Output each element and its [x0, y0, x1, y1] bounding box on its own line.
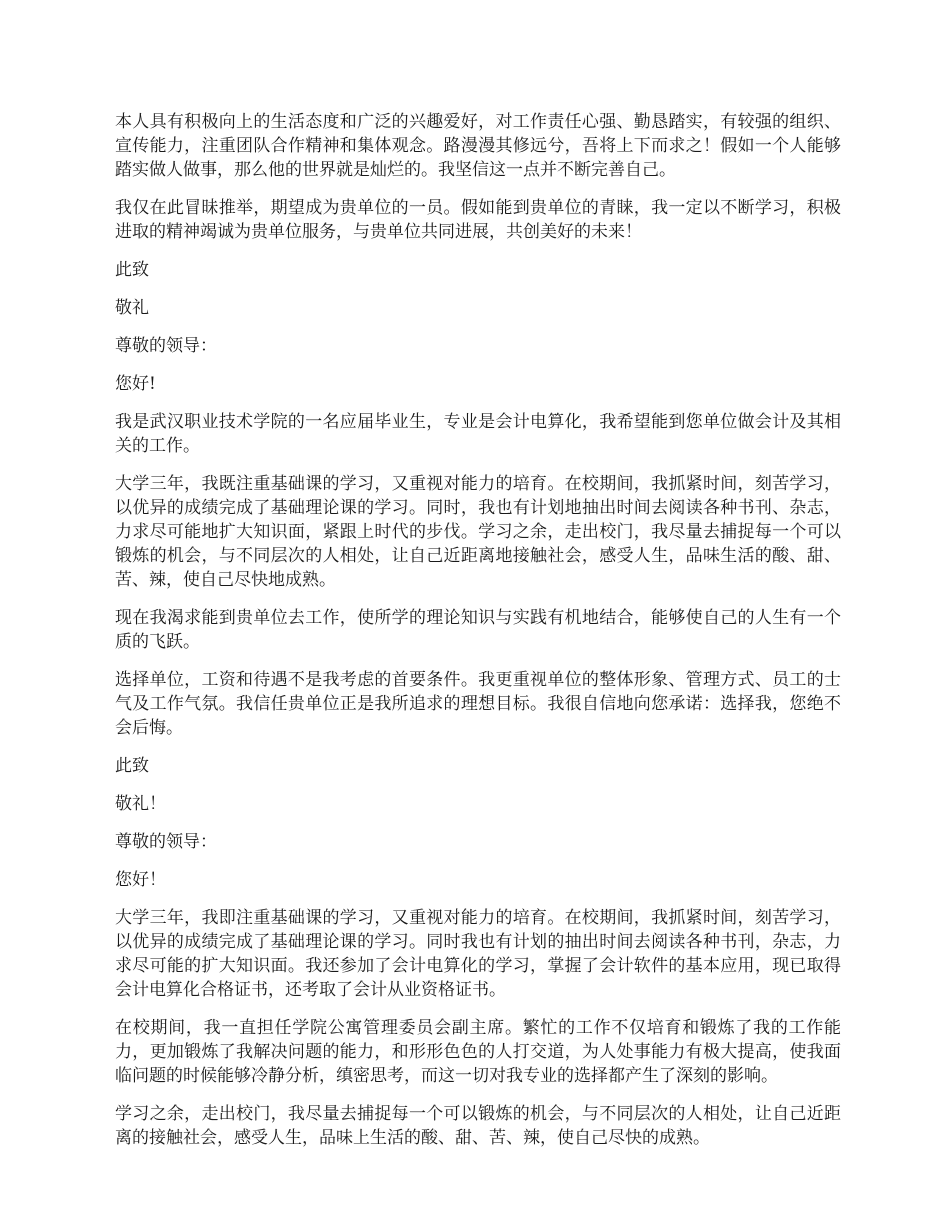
letter-hello: 您好！ — [115, 870, 166, 890]
closing-regards: 敬礼 — [115, 298, 149, 318]
letter-hello: 您好! — [115, 374, 156, 394]
paragraph: 在校期间，我一直担任学院公寓管理委员会副主席。繁忙的工作不仅培育和锻炼了我的工作能力，更加锻炼了我解决问题的能力，和形形色色的人打交道，为人处事能力有极大提高，使我面临问题的时候能够冷静分析，缜密思考，而这一切对我专业的选择都产生了深刻的影响。 — [115, 1018, 841, 1086]
paragraph: 现在我渴求能到贵单位去工作，使所学的理论知识与实践有机地结合，能够使自己的人生有一个质的飞跃。 — [115, 608, 841, 652]
paragraph: 大学三年，我既注重基础课的学习，又重视对能力的培育。在校期间，我抓紧时间，刻苦学习，以优异的成绩完成了基础理论课的学习。同时，我也有计划地抽出时间去阅读各种书刊、杂志，力求尽可能地扩大知识面，紧跟上时代的步伐。学习之余，走出校门，我尽量去捕捉每一个可以锻炼的机会，与不同层次的人相处，让自己近距离地接触社会，感受人生，品味生活的酸、甜、苦、辣，使自己尽快地成熟。 — [115, 474, 841, 590]
document-body — [115, 110, 841, 1164]
closing-regards: 敬礼！ — [115, 794, 166, 814]
paragraph: 本人具有积极向上的生活态度和广泛的兴趣爱好，对工作责任心强、勤恳踏实，有较强的组织、宣传能力，注重团队合作精神和集体观念。路漫漫其修远兮，吾将上下而求之！假如一个人能够踏实做人做事，那么他的世界就是灿烂的。我坚信这一点并不断完善自己。 — [115, 112, 841, 180]
paragraph: 我仅在此冒昧推举，期望成为贵单位的一员。假如能到贵单位的青睐，我一定以不断学习，积极进取的精神竭诚为贵单位服务，与贵单位共同进展，共创美好的未来！ — [115, 198, 841, 242]
closing-salutation: 此致 — [115, 260, 149, 280]
paragraph: 学习之余，走出校门，我尽量去捕捉每一个可以锻炼的机会，与不同层次的人相处，让自己近距离的接触社会，感受人生，品味上生活的酸、甜、苦、辣，使自己尽快的成熟。 — [115, 1104, 841, 1148]
paragraph: 我是武汉职业技术学院的一名应届毕业生，专业是会计电算化，我希望能到您单位做会计及其相关的工作。 — [115, 412, 841, 456]
paragraph: 大学三年，我即注重基础课的学习，又重视对能力的培育。在校期间，我抓紧时间，刻苦学习，以优异的成绩完成了基础理论课的学习。同时我也有计划的抽出时间去阅读各种书刊，杂志，力求尽可能的扩大知识面。我还参加了会计电算化的学习，掌握了会计软件的基本应用，现已取得会计电算化合格证书，还考取了会计从业资格证书。 — [115, 908, 841, 1000]
paragraph: 选择单位，工资和待遇不是我考虑的首要条件。我更重视单位的整体形象、管理方式、员工的士气及工作气氛。我信任贵单位正是我所追求的理想目标。我很自信地向您承诺：选择我，您绝不会后悔。 — [115, 670, 841, 738]
letter-greeting: 尊敬的领导： — [115, 832, 217, 852]
letter-greeting: 尊敬的领导： — [115, 336, 217, 356]
closing-salutation: 此致 — [115, 756, 149, 776]
